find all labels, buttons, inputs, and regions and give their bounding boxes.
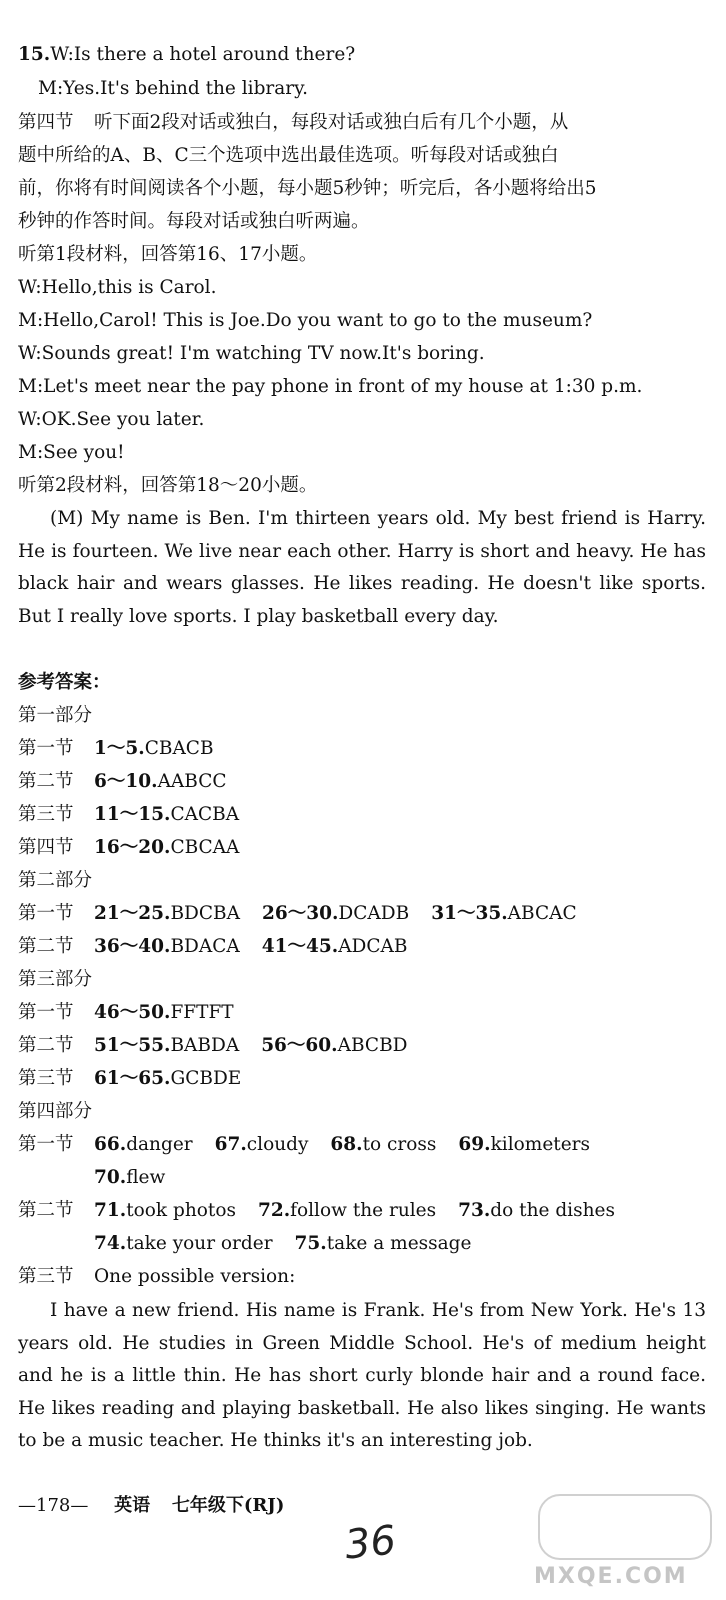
answer-range: 36～40. bbox=[94, 936, 171, 957]
answer-row bbox=[18, 802, 708, 828]
section-label: 第二节 bbox=[18, 936, 74, 957]
item-number: 72. bbox=[257, 1200, 291, 1221]
item-number: 75. bbox=[294, 1233, 327, 1254]
answer-letters: FFTFT bbox=[170, 1002, 234, 1023]
answer-range: 46～50. bbox=[94, 1002, 171, 1023]
answer-range: 11～15. bbox=[94, 804, 171, 825]
answers-title: 参考答案： bbox=[18, 672, 111, 693]
section4-line-2: 题中所给的A、B、C三个选项中选出最佳选项。听每段对话或独白 bbox=[18, 145, 559, 166]
answer-row bbox=[18, 1033, 708, 1059]
item-number: 73. bbox=[458, 1200, 491, 1221]
section-label: 第一节 bbox=[18, 1134, 74, 1155]
section-label: 第一节 bbox=[18, 903, 74, 924]
answer-letters: BABDA bbox=[170, 1035, 240, 1056]
watermark-url: MXQE.COM bbox=[534, 1564, 688, 1589]
material2-passage: (M) My name is Ben. I'm thirteen years old. My best friend is Harry. He is fourteen. We live near each other. Harry is short and heavy. He has black hair and wears glasses. He likes reading. He doesn't like sports. But I really love sports. I play basketball every day. bbox=[18, 508, 706, 627]
item-answer: to cross bbox=[362, 1134, 437, 1155]
question-number: 15. bbox=[18, 44, 51, 65]
material1-line: M:See you! bbox=[18, 442, 125, 463]
item-answer: took photos bbox=[126, 1200, 236, 1221]
dialogue-text: M:Yes.It's behind the library. bbox=[38, 78, 309, 99]
section-label: 第三节 bbox=[18, 1266, 74, 1287]
dialogue-line bbox=[38, 76, 708, 102]
item-answer: flew bbox=[126, 1167, 166, 1188]
watermark bbox=[528, 1490, 718, 1595]
material1-line: M:Let's meet near the pay phone in front of my house at 1:30 p.m. bbox=[18, 376, 643, 397]
section-label: 第二节 bbox=[18, 1035, 74, 1056]
material1-heading: 听第1段材料，回答第16、17小题。 bbox=[18, 244, 318, 265]
item-answer: do the dishes bbox=[490, 1200, 615, 1221]
version-label: One possible version: bbox=[94, 1266, 296, 1287]
item-answer: follow the rules bbox=[290, 1200, 437, 1221]
answer-letters: BDACA bbox=[170, 936, 240, 957]
answer-row bbox=[18, 934, 708, 960]
section-label: 第四节 bbox=[18, 837, 74, 858]
answer-range: 16～20. bbox=[94, 837, 171, 858]
handwritten-number: 36 bbox=[342, 1517, 399, 1569]
answer-letters: CBCAA bbox=[170, 837, 240, 858]
material1-line: W:Sounds great! I'm watching TV now.It's boring. bbox=[18, 343, 485, 364]
answer-range: 41～45. bbox=[261, 936, 339, 957]
item-answer: kilometers bbox=[490, 1134, 590, 1155]
answer-row bbox=[18, 769, 708, 795]
material1-line: W:OK.See you later. bbox=[18, 409, 205, 430]
answer-range: 1～5. bbox=[94, 738, 145, 759]
answer-row bbox=[18, 1000, 708, 1026]
answer-letters: ADCAB bbox=[338, 936, 408, 957]
answer-row bbox=[18, 1198, 708, 1224]
item-number: 67. bbox=[214, 1134, 247, 1155]
section-label: 第二节 bbox=[18, 1200, 74, 1221]
answer-range: 31～35. bbox=[431, 903, 508, 924]
answer-range: 21～25. bbox=[94, 903, 171, 924]
item-answer: danger bbox=[126, 1134, 193, 1155]
part1-heading: 第一部分 bbox=[18, 705, 93, 726]
section4-line-4: 秒钟的作答时间。每段对话或独白听两遍。 bbox=[18, 211, 370, 232]
item-number: 69. bbox=[458, 1134, 491, 1155]
subject-label: 英语 bbox=[114, 1495, 151, 1516]
answer-range: 26～30. bbox=[261, 903, 339, 924]
part3-heading: 第三部分 bbox=[18, 969, 93, 990]
answer-row bbox=[18, 835, 708, 861]
item-answer: take a message bbox=[326, 1233, 472, 1254]
item-number: 66. bbox=[94, 1134, 127, 1155]
section-label: 第三节 bbox=[18, 804, 74, 825]
sample-essay: I have a new friend. His name is Frank. He's from New York. He's 13 years old. He studies in Green Middle School. He's of medium height and he is a little thin. He has short curly blonde hair and a round face. He likes reading and playing basketball. He also likes singing. He wants to be a music teacher. He thinks it's an interesting job. bbox=[18, 1300, 706, 1451]
answer-range: 61～65. bbox=[94, 1068, 171, 1089]
material1-line: M:Hello,Carol! This is Joe.Do you want to go to the museum? bbox=[18, 310, 593, 331]
answer-row bbox=[18, 1264, 708, 1290]
section-heading: 第四节 bbox=[18, 112, 74, 133]
answer-letters: BDCBA bbox=[170, 903, 240, 924]
dialogue-text: W:Is there a hotel around there? bbox=[50, 44, 356, 65]
answer-row bbox=[18, 1132, 708, 1158]
answer-range: 51～55. bbox=[94, 1035, 171, 1056]
answer-letters: CBACB bbox=[144, 738, 214, 759]
answer-letters: GCBDE bbox=[170, 1068, 242, 1089]
material1-line: W:Hello,this is Carol. bbox=[18, 277, 217, 298]
instruction-text: 听下面2段对话或独白，每段对话或独白后有几个小题，从 bbox=[94, 112, 569, 133]
answer-row bbox=[94, 1231, 708, 1257]
answer-row bbox=[94, 1165, 708, 1191]
section4-line-3: 前，你将有时间阅读各个小题，每小题5秒钟；听完后，各小题将给出5 bbox=[18, 178, 597, 199]
page-number: —178— bbox=[18, 1495, 89, 1516]
item-number: 68. bbox=[330, 1134, 363, 1155]
item-number: 71. bbox=[94, 1200, 127, 1221]
part2-heading: 第二部分 bbox=[18, 870, 93, 891]
answer-letters: ABCAC bbox=[507, 903, 577, 924]
section-label: 第一节 bbox=[18, 738, 74, 759]
item-answer: cloudy bbox=[246, 1134, 309, 1155]
item-number: 70. bbox=[94, 1167, 127, 1188]
section-label: 第三节 bbox=[18, 1068, 74, 1089]
answer-range: 6～10. bbox=[94, 771, 158, 792]
answer-range: 56～60. bbox=[261, 1035, 338, 1056]
answer-row bbox=[18, 1066, 708, 1092]
answer-row bbox=[18, 901, 708, 927]
dialogue-line bbox=[18, 42, 708, 68]
item-answer: take your order bbox=[126, 1233, 273, 1254]
section-label: 第二节 bbox=[18, 771, 74, 792]
section4-line-1 bbox=[18, 110, 708, 136]
answer-letters: DCADB bbox=[338, 903, 410, 924]
page-footer bbox=[18, 1493, 284, 1519]
answer-letters: CACBA bbox=[170, 804, 240, 825]
section-label: 第一节 bbox=[18, 1002, 74, 1023]
answer-letters: ABCBD bbox=[337, 1035, 408, 1056]
part4-heading: 第四部分 bbox=[18, 1101, 93, 1122]
grade-label: 七年级下(RJ) bbox=[171, 1495, 285, 1516]
material2-heading: 听第2段材料，回答第18～20小题。 bbox=[18, 475, 318, 496]
answer-row bbox=[18, 736, 708, 762]
watermark-logo-icon bbox=[538, 1494, 712, 1560]
item-number: 74. bbox=[94, 1233, 127, 1254]
answer-letters: AABCC bbox=[157, 771, 227, 792]
